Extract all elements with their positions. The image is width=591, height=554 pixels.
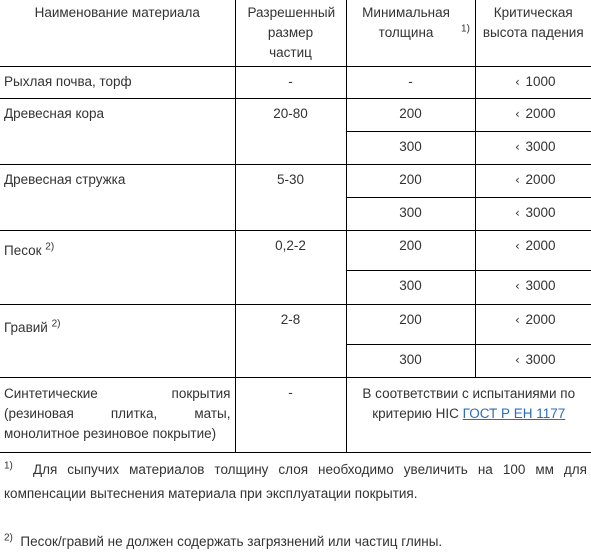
header-height: Критическая высота падения [475, 0, 591, 66]
table-row [0, 377, 591, 452]
footnote-ref: 1) [461, 23, 470, 35]
material-name: Древесная кора [0, 98, 235, 164]
fall-height: ‹ 2000 [475, 230, 591, 270]
footnote-2: $^{2)}$ Песок/гравий не должен содержать загрязнений или частиц глины. [4, 532, 443, 549]
fall-height: ‹ 3000 [475, 197, 591, 230]
header-thickness: Минимальная толщина $^{1)}$ [346, 0, 475, 66]
fall-height: ‹ 3000 [475, 270, 591, 304]
material-name: Песок $^{2)}$ [0, 230, 235, 304]
min-thickness: 200 [346, 304, 475, 344]
fall-height: ‹ 2000 [475, 98, 591, 131]
gost-link[interactable]: ГОСТ Р ЕН 1177 [462, 405, 566, 421]
fall-height: ‹ 3000 [475, 131, 591, 164]
table-row [0, 66, 591, 98]
header-row [0, 0, 591, 66]
particle-size: - [235, 377, 346, 452]
footnote-1: $^{1)}$ Для сыпучих материалов толщину слоя необходимо увеличить на 100 мм для компенсации вытеснения материала при эксплуатации покрытия. [4, 460, 587, 501]
table-row [0, 98, 591, 131]
particle-size: 5-30 [235, 164, 346, 230]
header-name: Наименование материала [0, 0, 235, 66]
min-thickness: 300 [346, 270, 475, 304]
min-thickness: 200 [346, 164, 475, 197]
table-row [0, 304, 591, 344]
fall-height: ‹ 2000 [475, 164, 591, 197]
hic-note: В соответствии с испытаниями по критерию HIC ГОСТ Р ЕН 1177 [346, 377, 591, 452]
particle-size: 2-8 [235, 304, 346, 377]
min-thickness: - [346, 66, 475, 98]
min-thickness: 200 [346, 230, 475, 270]
fall-height: ‹ 3000 [475, 344, 591, 377]
material-name: Рыхлая почва, торф [0, 66, 235, 98]
material-name: Древесная стружка [0, 164, 235, 230]
min-thickness: 300 [346, 344, 475, 377]
min-thickness: 300 [346, 197, 475, 230]
header-size: Разрешенный размер частиц [235, 0, 346, 66]
fall-height: ‹ 1000 [475, 66, 591, 98]
material-name: Гравий $^{2)}$ [0, 304, 235, 377]
min-thickness: 200 [346, 98, 475, 131]
particle-size: 20-80 [235, 98, 346, 164]
fall-height: ‹ 2000 [475, 304, 591, 344]
footnote-ref: 2) [51, 318, 61, 329]
footnote-ref: 2) [45, 241, 55, 252]
min-thickness: 300 [346, 131, 475, 164]
material-name: Синтетические покрытия (резиновая плитка, маты, монолитное резиновое покрытие) [0, 377, 235, 452]
table-row [0, 164, 591, 197]
particle-size: - [235, 66, 346, 98]
table-row [0, 230, 591, 270]
particle-size: 0,2-2 [235, 230, 346, 304]
